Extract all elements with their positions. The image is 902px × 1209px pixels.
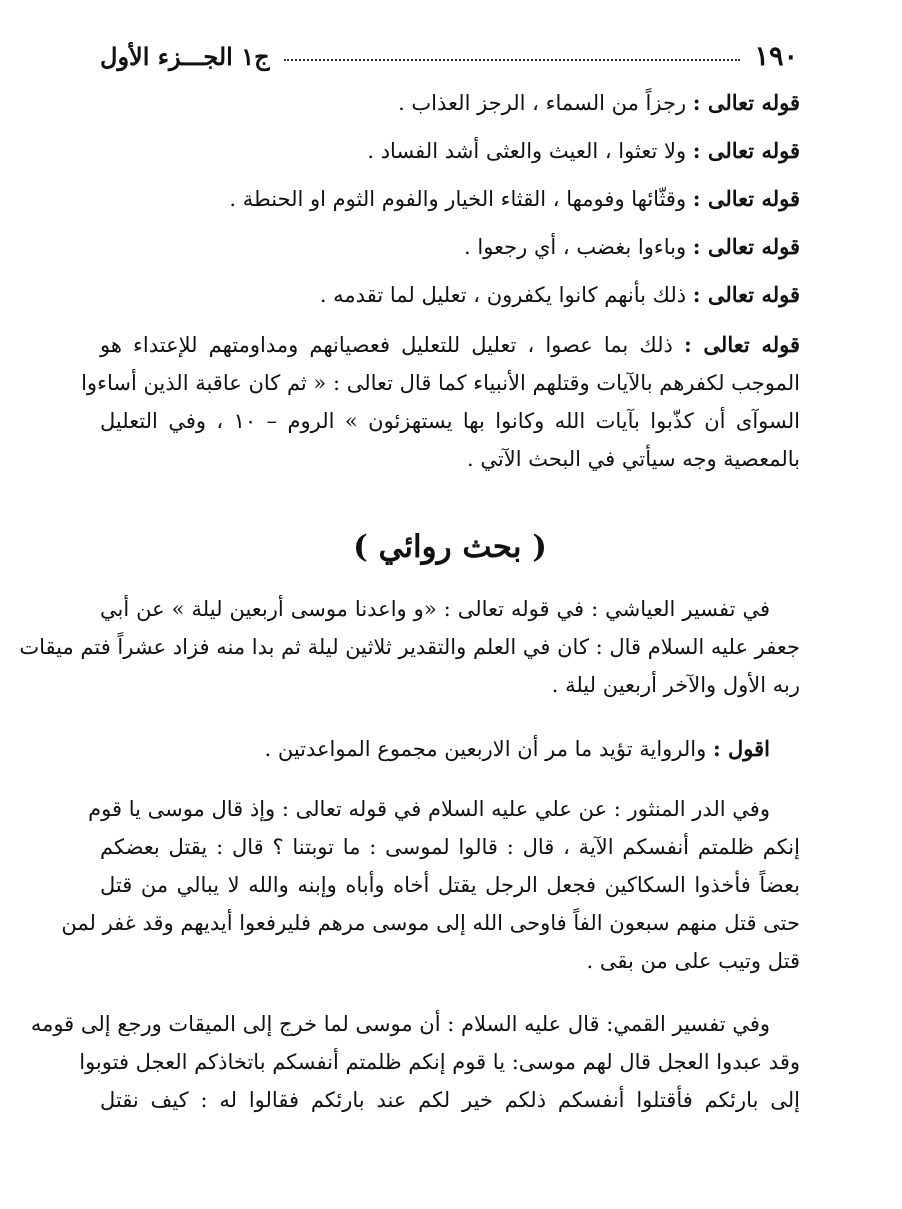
verse-label: قوله تعالى : [683,332,800,357]
text-line: ربه الأول والآخر أربعين ليلة . [551,673,800,697]
verse-label: قوله تعالى : [692,90,800,115]
section-title: ( بحث روائي ) [353,529,547,565]
verse-text: ولا تعثوا ، العيث والعثى أشد الفساد . [367,139,687,163]
page-header [100,34,798,78]
text-line: وفي الدر المنثور : عن علي عليه السلام في قوله تعالى : وإذ قال موسى يا قوم [88,797,770,821]
verse-text: رجزاً من السماء ، الرجز العذاب . [398,91,687,115]
verse-label: قوله تعالى : [692,234,800,259]
header-dotted-rule [284,59,741,61]
volume-label: ج١ الجـــزء الأول [100,41,270,71]
verse-text: ذلك بما عصوا ، تعليل للتعليل فعصيانهم ومداومتهم للإعتداء هو [100,333,673,357]
verse-note [100,280,800,328]
verse-label: قوله تعالى : [692,186,800,211]
verse-note [100,88,800,136]
text-line: وفي تفسير القمي: قال عليه السلام : أن موسى لما خرج إلى الميقات ورجع إلى قومه [30,1012,770,1036]
paragraph-ayyashi [19,590,800,704]
verse-note [100,136,800,184]
text-line: قتل وتيب على من بقى . [586,949,800,973]
verse-label: قوله تعالى : [692,138,800,163]
text-line: وقد عبدوا العجل قال لهم موسى: يا قوم إنكم ظلمتم أنفسكم باتخاذكم العجل فتوبوا [79,1050,800,1074]
verse-text: وباءوا بغضب ، أي رجعوا . [464,235,687,259]
text-line: إنكم ظلمتم أنفسكم الآية ، قال : قالوا لموسى : ما توبتنا ؟ قال : يقتل بعضكم [100,835,800,859]
verse-notes [100,88,800,328]
verse-label: قوله تعالى : [692,282,800,307]
text-line: إلى بارئكم فأقتلوا أنفسكم ذلكم خير لكم عند بارئكم فقالوا له : كيف نقتل [100,1088,800,1112]
verse-text: وقثّائها وفومها ، القثاء الخيار والفوم الثوم او الحنطة . [229,187,687,211]
text-line: في تفسير العياشي : في قوله تعالى : «و واعدنا موسى أربعين ليلة » عن أبي [100,597,770,621]
paragraph-durr [61,790,800,980]
text-line: السوآى أن كذّبوا بآيات الله وكانوا بها يستهزئون » الروم – ١٠ ، وفي التعليل [100,409,800,433]
paragraph-comment [100,730,800,768]
verse-note [100,232,800,280]
text-line [100,730,800,768]
text-line: جعفر عليه السلام قال : كان في العلم والتقدير ثلاثين ليلة ثم بدا منه فزاد عشراً فتم ميقات [19,635,800,659]
text-line: حتى قتل منهم سبعون الفاً فاوحى الله إلى موسى مرهم فليرفعوا أيديهم وقد غفر لمن [61,911,800,935]
page-number: ١٩٠ [754,40,798,72]
text-line: بعضاً فأخذوا السكاكين فجعل الرجل يقتل أخاه وأباه وإبنه والله لا يبالي من قتل [100,873,800,897]
verse-note [100,184,800,232]
comment-label: اقول : [712,736,770,761]
verse-note-extended [81,326,800,478]
paragraph-qummi [30,1005,800,1119]
text-line: الموجب لكفرهم بالآيات وقتلهم الأنبياء كما قال تعالى : « ثم كان عاقبة الذين أساءوا [81,371,800,395]
verse-text: ذلك بأنهم كانوا يكفرون ، تعليل لما تقدمه . [319,283,687,307]
text-line [100,326,800,364]
comment-text: والرواية تؤيد ما مر أن الاربعين مجموع المواعدتين . [264,737,707,761]
text-line: بالمعصية وجه سيأتي في البحث الآتي . [467,447,800,471]
